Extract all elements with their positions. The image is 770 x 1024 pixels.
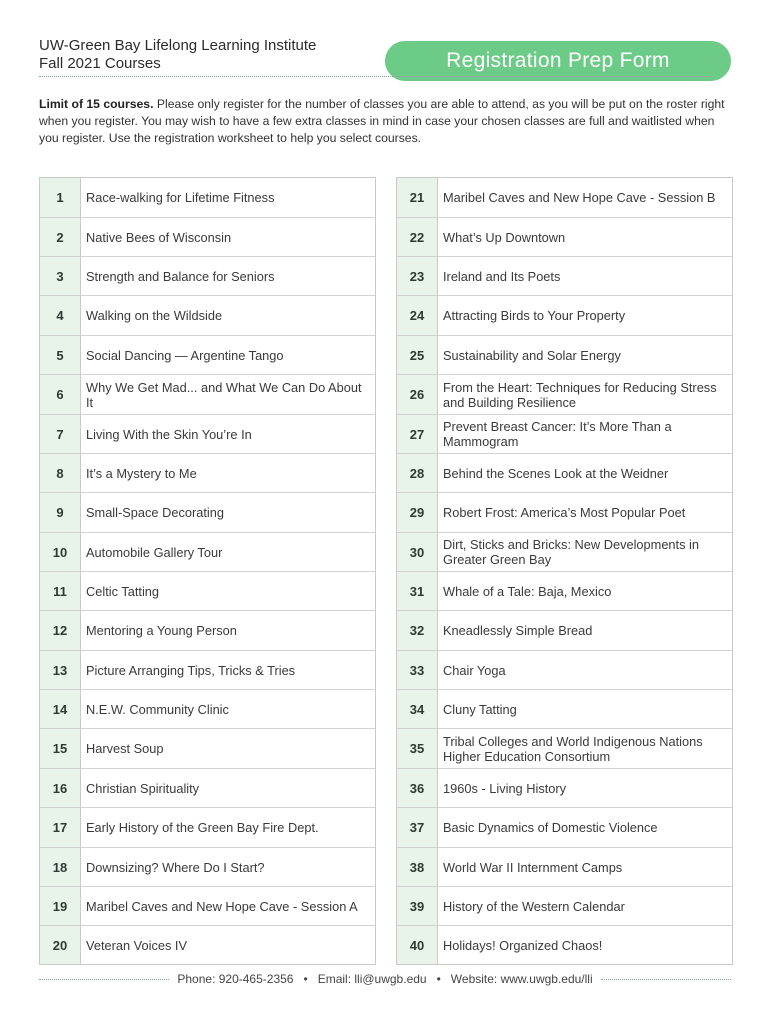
course-row	[397, 651, 732, 690]
page-header	[0, 0, 770, 90]
course-title: Holidays! Organized Chaos!	[443, 937, 603, 953]
course-row	[40, 257, 375, 296]
course-number: 27	[397, 415, 438, 453]
course-row	[40, 336, 375, 375]
course-title: Native Bees of Wisconsin	[86, 229, 232, 245]
course-title: Cluny Tatting	[443, 701, 517, 717]
course-title: Basic Dynamics of Domestic Violence	[443, 820, 658, 835]
course-list-right	[396, 177, 733, 965]
course-row	[397, 218, 732, 257]
course-number: 5	[40, 336, 81, 374]
course-list-left	[39, 177, 376, 965]
course-title: Automobile Gallery Tour	[86, 544, 223, 560]
course-title: Harvest Soup	[86, 741, 164, 756]
course-row	[40, 926, 375, 964]
course-title: Picture Arranging Tips, Tricks & Tries	[86, 662, 296, 678]
intro-text: Please only register for the number of classes you are able to attend, as you will be put on the roster right when you register. You may wish to have a few extra classes in mind in case your chosen classes are full and waitlisted when you register. Use the registration worksheet to help you select courses.	[39, 97, 725, 145]
course-number: 8	[40, 454, 81, 492]
course-number: 15	[40, 729, 81, 768]
course-title: Christian Spirituality	[86, 780, 200, 796]
course-title: Attracting Birds to Your Property	[443, 308, 626, 323]
course-number: 13	[40, 651, 81, 689]
course-title: Robert Frost: America’s Most Popular Poet	[443, 505, 686, 520]
course-number: 40	[397, 926, 438, 964]
course-row	[397, 769, 732, 808]
course-row	[397, 690, 732, 729]
course-title: What’s Up Downtown	[443, 229, 566, 245]
course-title: Celtic Tatting	[86, 583, 160, 599]
course-title: Race-walking for Lifetime Fitness	[86, 190, 275, 205]
course-row	[40, 218, 375, 257]
course-number: 6	[40, 375, 81, 414]
form-title-badge: Registration Prep Form	[385, 41, 731, 81]
course-row	[40, 493, 375, 533]
course-title: N.E.W. Community Clinic	[86, 701, 229, 717]
course-number: 11	[40, 572, 81, 610]
course-number: 23	[397, 257, 438, 295]
course-row	[40, 848, 375, 887]
course-title: 1960s - Living History	[443, 780, 567, 796]
course-row	[40, 178, 375, 218]
course-row	[40, 690, 375, 729]
course-number: 33	[397, 651, 438, 689]
contact-website: Website: www.uwgb.edu/lli	[450, 972, 593, 986]
course-number: 30	[397, 533, 438, 571]
course-row	[397, 572, 732, 611]
contact-info	[169, 972, 600, 986]
course-row	[397, 178, 732, 218]
course-title: Early History of the Green Bay Fire Dept.	[86, 820, 319, 835]
course-title: Strength and Balance for Seniors	[86, 268, 275, 284]
course-title: Sustainability and Solar Energy	[443, 347, 621, 363]
course-number: 18	[40, 848, 81, 886]
organization-name: UW-Green Bay Lifelong Learning Institute	[39, 37, 317, 54]
course-title: History of the Western Calendar	[443, 898, 625, 914]
course-row	[397, 848, 732, 887]
organization-title	[39, 37, 316, 73]
contact-email: Email: lli@uwgb.edu	[317, 972, 427, 986]
course-row	[40, 296, 375, 336]
course-title: Why We Get Mad... and What We Can Do About It	[86, 379, 362, 410]
course-number: 24	[397, 296, 438, 335]
course-number: 1	[40, 178, 81, 217]
course-number: 4	[40, 296, 81, 335]
course-row	[397, 611, 732, 651]
course-row	[397, 454, 732, 493]
course-title: From the Heart: Techniques for Reducing Stress and Building Resilience	[443, 379, 717, 410]
course-title: Ireland and Its Poets	[443, 268, 561, 284]
course-number: 2	[40, 218, 81, 256]
course-number: 7	[40, 415, 81, 453]
page-footer	[39, 970, 731, 988]
course-number: 12	[40, 611, 81, 650]
separator-dot: •	[436, 972, 441, 986]
course-row	[40, 454, 375, 493]
course-number: 37	[397, 808, 438, 847]
course-title: Mentoring a Young Person	[86, 623, 237, 638]
course-number: 22	[397, 218, 438, 256]
course-row	[40, 808, 375, 848]
course-number: 20	[40, 926, 81, 964]
course-row	[40, 769, 375, 808]
course-row	[397, 808, 732, 848]
course-title: Veteran Voices IV	[86, 937, 188, 953]
course-row	[397, 336, 732, 375]
course-number: 16	[40, 769, 81, 807]
course-row	[40, 375, 375, 415]
course-row	[397, 296, 732, 336]
course-row	[40, 415, 375, 454]
course-row	[40, 651, 375, 690]
course-title: Kneadlessly Simple Bread	[443, 623, 593, 638]
course-title: World War II Internment Camps	[443, 859, 623, 875]
contact-phone: Phone: 920-465-2356	[177, 972, 294, 986]
course-title: Tribal Colleges and World Indigenous Nations Higher Education Consortium	[443, 733, 703, 764]
course-number: 3	[40, 257, 81, 295]
intro-limit: Limit of 15 courses.	[39, 97, 154, 111]
separator-dot: •	[303, 972, 308, 986]
course-row	[397, 926, 732, 964]
course-number: 10	[40, 533, 81, 571]
course-row	[397, 887, 732, 926]
course-number: 14	[40, 690, 81, 728]
course-row	[40, 729, 375, 769]
course-title: Social Dancing — Argentine Tango	[86, 347, 284, 363]
footer-divider-right	[601, 979, 731, 980]
course-number: 21	[397, 178, 438, 217]
course-number: 38	[397, 848, 438, 886]
course-title: Maribel Caves and New Hope Cave - Session B	[443, 190, 716, 205]
header-divider	[39, 76, 711, 77]
course-number: 26	[397, 375, 438, 414]
course-row	[40, 887, 375, 926]
course-number: 19	[40, 887, 81, 925]
footer-divider-left	[39, 979, 169, 980]
intro-paragraph	[39, 96, 729, 147]
course-number: 17	[40, 808, 81, 847]
course-number: 32	[397, 611, 438, 650]
course-row	[397, 533, 732, 572]
course-title: Behind the Scenes Look at the Weidner	[443, 465, 669, 481]
course-title: Chair Yoga	[443, 662, 506, 678]
course-number: 28	[397, 454, 438, 492]
course-row	[40, 611, 375, 651]
course-title: Small-Space Decorating	[86, 505, 224, 520]
course-title: Walking on the Wildside	[86, 308, 223, 323]
course-row	[40, 533, 375, 572]
course-row	[397, 375, 732, 415]
course-number: 35	[397, 729, 438, 768]
course-number: 39	[397, 887, 438, 925]
course-title: It’s a Mystery to Me	[86, 465, 197, 481]
course-row	[397, 415, 732, 454]
course-row	[397, 257, 732, 296]
course-title: Maribel Caves and New Hope Cave - Session A	[86, 898, 358, 914]
course-row	[397, 729, 732, 769]
course-row	[397, 493, 732, 533]
course-number: 9	[40, 493, 81, 532]
course-row	[40, 572, 375, 611]
course-title: Prevent Breast Cancer: It’s More Than a Mammogram	[443, 419, 672, 449]
course-title: Dirt, Sticks and Bricks: New Developments in Greater Green Bay	[443, 537, 700, 567]
course-number: 29	[397, 493, 438, 532]
course-title: Living With the Skin You’re In	[86, 426, 252, 442]
course-number: 34	[397, 690, 438, 728]
course-title: Downsizing? Where Do I Start?	[86, 859, 265, 875]
course-number: 31	[397, 572, 438, 610]
term-label: Fall 2021 Courses	[39, 55, 161, 72]
course-number: 36	[397, 769, 438, 807]
course-number: 25	[397, 336, 438, 374]
course-title: Whale of a Tale: Baja, Mexico	[443, 583, 612, 599]
